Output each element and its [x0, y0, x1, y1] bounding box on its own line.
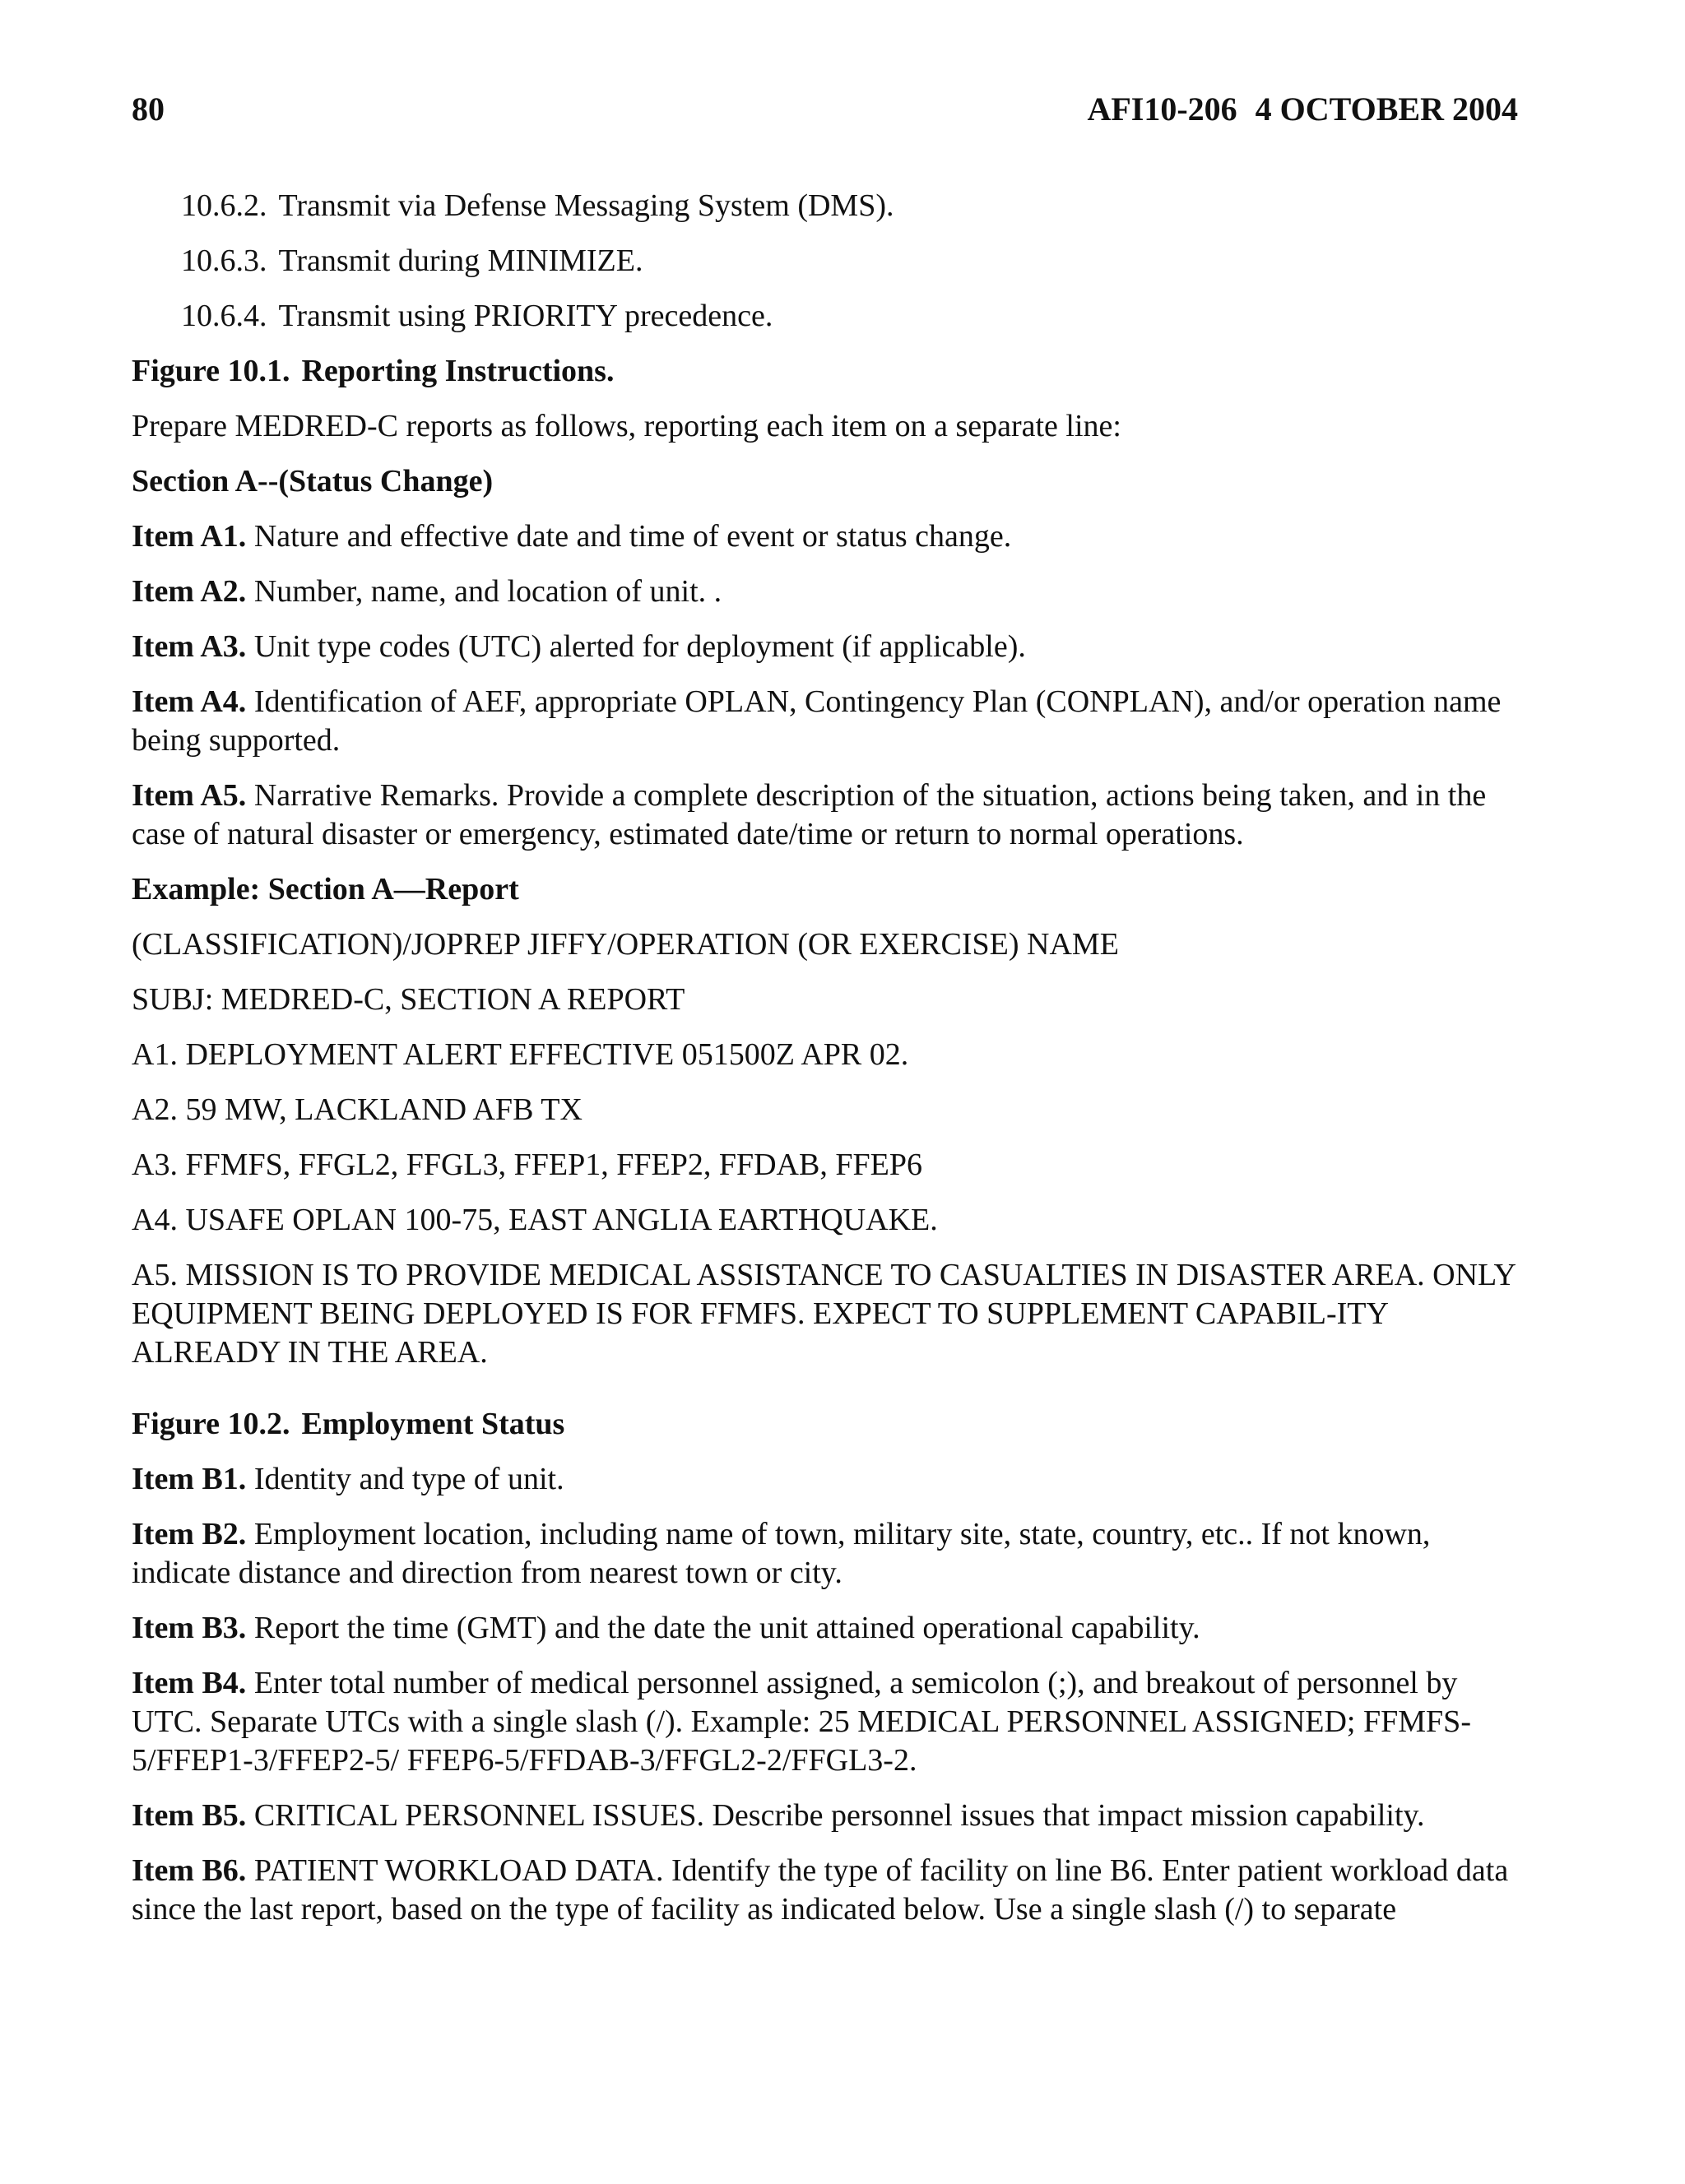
- figure-intro: Prepare MEDRED-C reports as follows, reporting each item on a separate line:: [132, 409, 1121, 443]
- item-text: Unit type codes (UTC) alerted for deployment (if applicable).: [253, 629, 1026, 664]
- item-label: Item A3.: [132, 629, 247, 664]
- item-text: Nature and effective date and time of event or status change.: [253, 519, 1012, 554]
- item-b4: [132, 1664, 1518, 1780]
- step-text: Transmit using PRIORITY precedence.: [278, 299, 773, 333]
- item-text: Enter total number of medical personnel assigned, a semicolon (;), and breakout of personnel by UTC. Separate UTCs with a single slash (/). Example: 25 MEDICAL PERSONNEL ASSIGNED; FFMFS-5/FFEP1-3/FFEP2-5/ FFEP6-5/FFDAB-3/FFGL2-2/FFGL3-2.: [132, 1666, 1471, 1778]
- example-line: A2. 59 MW, LACKLAND AFB TX: [132, 1092, 583, 1127]
- item-a4: [132, 683, 1518, 760]
- item-a1: [132, 517, 1518, 556]
- item-label: Item B4.: [132, 1666, 247, 1700]
- example-title: Example: Section A—Report: [132, 872, 519, 907]
- item-text: CRITICAL PERSONNEL ISSUES. Describe personnel issues that impact mission capability.: [253, 1798, 1425, 1833]
- item-label: Item B1.: [132, 1462, 247, 1496]
- doc-date: 4 OCTOBER 2004: [1255, 90, 1518, 128]
- step-number: 10.6.4.: [181, 299, 267, 333]
- item-b2: [132, 1515, 1518, 1593]
- item-label: Item A5.: [132, 778, 247, 813]
- item-text: PATIENT WORKLOAD DATA. Identify the type of facility on line B6. Enter patient workload data since the last report, based on the type of facility as indicated below. Use a single slash (/) to separate: [132, 1853, 1509, 1927]
- item-a2: [132, 573, 1518, 611]
- example-line: SUBJ: MEDRED-C, SECTION A REPORT: [132, 982, 685, 1017]
- item-label: Item B3.: [132, 1611, 247, 1645]
- step-number: 10.6.2.: [181, 188, 267, 223]
- item-b5: [132, 1797, 1518, 1835]
- step-text: Transmit during MINIMIZE.: [278, 243, 643, 278]
- example-line: (CLASSIFICATION)/JOPREP JIFFY/OPERATION (OR EXERCISE) NAME: [132, 927, 1119, 962]
- item-b3: [132, 1609, 1518, 1648]
- figure-10-1-title: [132, 352, 1518, 391]
- figure-10-2-title: [132, 1405, 1518, 1444]
- doc-id: AFI10-206: [1087, 90, 1237, 128]
- item-text: Narrative Remarks. Provide a complete description of the situation, actions being taken, and in the case of natural disaster or emergency, estimated date/time or return to normal operations.: [132, 778, 1487, 851]
- item-b1: [132, 1460, 1518, 1499]
- item-label: Item B5.: [132, 1798, 247, 1833]
- step-number: 10.6.3.: [181, 243, 267, 278]
- example-line: A4. USAFE OPLAN 100-75, EAST ANGLIA EARTHQUAKE.: [132, 1203, 938, 1237]
- item-text: Identity and type of unit.: [253, 1462, 564, 1496]
- page-header: [132, 89, 1518, 130]
- item-b6: [132, 1852, 1518, 1929]
- example-line: A3. FFMFS, FFGL2, FFGL3, FFEP1, FFEP2, FFDAB, FFEP6: [132, 1148, 922, 1182]
- item-label: Item A4.: [132, 684, 247, 719]
- item-text: Identification of AEF, appropriate OPLAN, Contingency Plan (CONPLAN), and/or operation name being supported.: [132, 684, 1502, 758]
- figure-number: Figure 10.2.: [132, 1407, 290, 1441]
- figure-number: Figure 10.1.: [132, 354, 290, 388]
- page-content: [132, 89, 1518, 1945]
- step-item: [181, 187, 1518, 225]
- item-text: Report the time (GMT) and the date the unit attained operational capability.: [253, 1611, 1200, 1645]
- item-text: Number, name, and location of unit. .: [253, 574, 722, 609]
- page-number: 80: [132, 90, 165, 128]
- item-a5: [132, 777, 1518, 854]
- figure-title-text: Reporting Instructions.: [301, 354, 615, 388]
- example-line: A5. MISSION IS TO PROVIDE MEDICAL ASSISTANCE TO CASUALTIES IN DISASTER AREA. ONLY EQUIPMENT BEING DEPLOYED IS FOR FFMFS. EXPECT TO SUPPLEMENT CAPABIL-ITY ALREADY IN THE AREA.: [132, 1258, 1516, 1370]
- step-item: [181, 242, 1518, 281]
- step-list: [132, 187, 1518, 336]
- step-item: [181, 297, 1518, 336]
- figure-title-text: Employment Status: [301, 1407, 565, 1441]
- item-label: Item B2.: [132, 1517, 247, 1551]
- item-label: Item A1.: [132, 519, 247, 554]
- step-text: Transmit via Defense Messaging System (DMS).: [278, 188, 894, 223]
- section-a-title: Section A--(Status Change): [132, 464, 494, 498]
- item-text: Employment location, including name of town, military site, state, country, etc.. If not known, indicate distance and direction from nearest town or city.: [132, 1517, 1431, 1590]
- example-line: A1. DEPLOYMENT ALERT EFFECTIVE 051500Z APR 02.: [132, 1037, 909, 1072]
- item-label: Item B6.: [132, 1853, 247, 1888]
- header-doc-info: [1087, 89, 1518, 130]
- item-a3: [132, 628, 1518, 666]
- item-label: Item A2.: [132, 574, 247, 609]
